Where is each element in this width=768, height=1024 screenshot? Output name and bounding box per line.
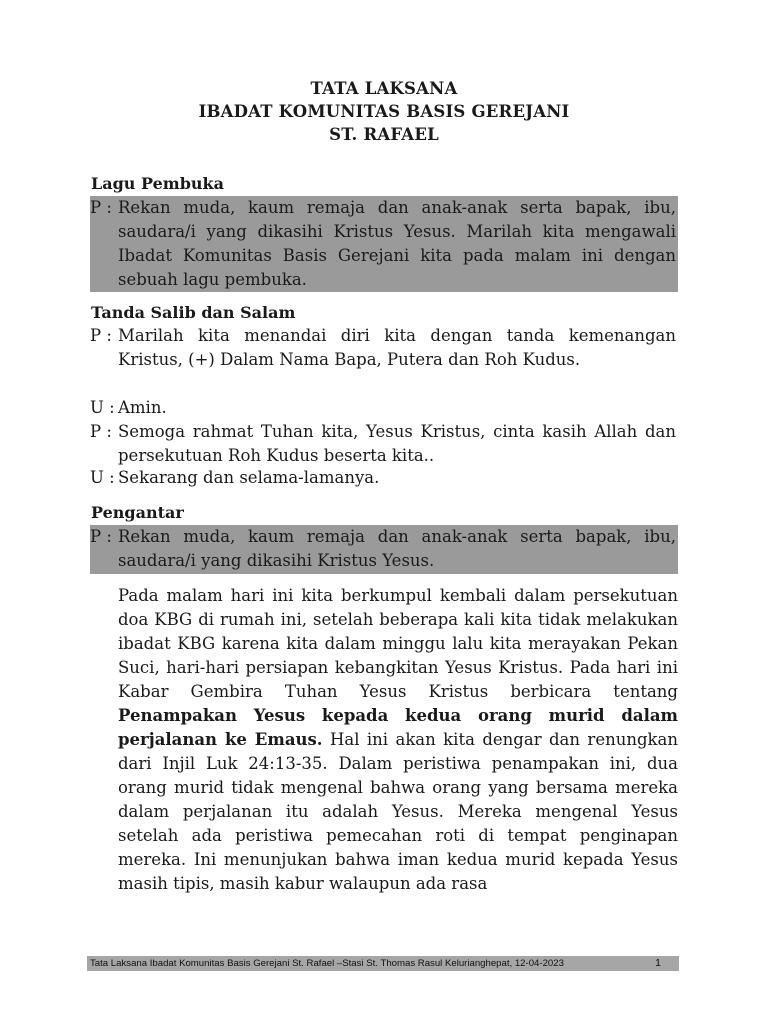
lagu-pembuka-text: Rekan muda, kaum remaja dan anak-anak serta bapak, ibu, saudara/i yang dikasihi Kristus Yesus. Marilah kita mengawali Ibadat Komunitas Basis Gerejani kita pada malam ini dengan sebuah lagu pembuka. bbox=[118, 198, 676, 289]
speaker-label: P : bbox=[90, 527, 112, 546]
heading-tanda-salib: Tanda Salib dan Salam bbox=[91, 303, 296, 322]
title-line-3: ST. RAFAEL bbox=[329, 125, 439, 144]
tanda-salib-entry-2 bbox=[90, 396, 678, 420]
speaker-label: U : bbox=[90, 398, 115, 417]
pengantar-entry bbox=[90, 525, 678, 574]
page-footer bbox=[87, 956, 679, 971]
title-line-2: IBADAT KOMUNITAS BASIS GEREJANI bbox=[198, 102, 570, 121]
lagu-pembuka-entry bbox=[90, 196, 678, 292]
paragraph-text-2: Hal ini akan kita dengar dan renungkan dari Injil Luk 24:13-35. Dalam peristiwa penampakan ini, dua orang murid tidak mengenal bahwa orang yang bersama mereka dalam perjalanan itu adalah Yesus. Mereka mengenal Yesus setelah ada peristiwa pemecahan roti di tempat penginapan mereka. Ini menunjukan bahwa iman kedua murid kepada Yesus masih tipis, masih kabur walaupun ada rasa bbox=[118, 730, 678, 893]
heading-pengantar: Pengantar bbox=[91, 503, 184, 522]
paragraph-text-1: Pada malam hari ini kita berkumpul kembali dalam persekutuan doa KBG di rumah ini, setelah beberapa kali kita tidak melakukan ibadat KBG karena kita dalam minggu lalu kita merayakan Pekan Suci, hari-hari persiapan kebangkitan Yesus Kristus. Pada hari ini Kabar Gembira Tuhan Yesus Kristus berbicara tentang bbox=[118, 586, 678, 701]
speaker-label: U : bbox=[90, 468, 115, 487]
pengantar-paragraph bbox=[118, 584, 678, 944]
entry-text: Semoga rahmat Tuhan kita, Yesus Kristus, cinta kasih Allah dan persekutuan Roh Kudus beserta kita.. bbox=[118, 422, 676, 465]
tanda-salib-entry-1 bbox=[90, 324, 678, 372]
page-number: 1 bbox=[655, 957, 661, 969]
document-title bbox=[0, 77, 768, 146]
tanda-salib-entry-3 bbox=[90, 420, 678, 468]
speaker-label: P : bbox=[90, 422, 112, 441]
pengantar-text: Rekan muda, kaum remaja dan anak-anak serta bapak, ibu, saudara/i yang dikasihi Kristus Yesus. bbox=[118, 527, 676, 570]
entry-text: Amin. bbox=[118, 398, 167, 417]
speaker-label: P : bbox=[90, 326, 112, 345]
tanda-salib-entry-4 bbox=[90, 466, 678, 490]
speaker-label: P : bbox=[90, 198, 112, 217]
entry-text: Sekarang dan selama-lamanya. bbox=[118, 468, 380, 487]
entry-text: Marilah kita menandai diri kita dengan tanda kemenangan Kristus, (+) Dalam Nama Bapa, Putera dan Roh Kudus. bbox=[118, 326, 676, 369]
heading-lagu-pembuka: Lagu Pembuka bbox=[91, 174, 224, 193]
title-line-1: TATA LAKSANA bbox=[310, 79, 458, 98]
paragraph-bold-text: Penampakan Yesus kepada kedua orang murid dalam perjalanan ke Emaus. bbox=[118, 706, 678, 749]
footer-text: Tata Laksana Ibadat Komunitas Basis Gerejani St. Rafael –Stasi St. Thomas Rasul Keluriangh​epat, 12-04-2023 bbox=[90, 958, 564, 969]
